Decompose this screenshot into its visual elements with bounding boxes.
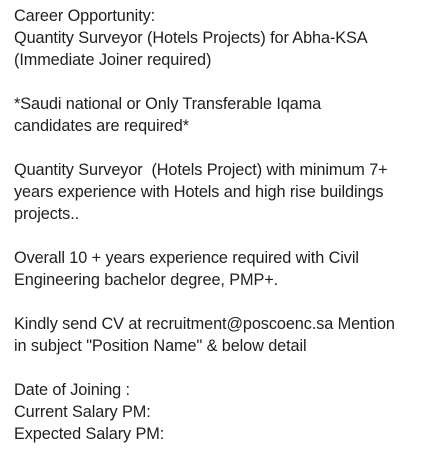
heading-line-2: Quantity Surveyor (Hotels Projects) for Abha-KSA	[14, 29, 368, 47]
education-block	[14, 247, 430, 291]
experience-line-1: Quantity Surveyor (Hotels Project) with minimum 7+	[14, 161, 388, 179]
heading-block	[14, 5, 430, 71]
experience-line-2: years experience with Hotels and high rise buildings	[14, 183, 384, 201]
current-salary-label: Current Salary PM:	[14, 403, 151, 421]
paragraph-gap	[14, 225, 430, 247]
education-line-1: Overall 10 + years experience required with Civil	[14, 249, 359, 267]
heading-line-1: Career Opportunity:	[14, 7, 156, 25]
education-line-2: Engineering bachelor degree, PMP+.	[14, 271, 279, 289]
expected-salary-label: Expected Salary PM:	[14, 425, 165, 443]
eligibility-block	[14, 93, 430, 137]
paragraph-gap	[14, 291, 430, 313]
eligibility-line-2: candidates are required*	[14, 117, 190, 135]
date-of-joining-label: Date of Joining :	[14, 381, 130, 399]
paragraph-gap	[14, 71, 430, 93]
paragraph-gap	[14, 137, 430, 159]
heading-line-3: (Immediate Joiner required)	[14, 51, 212, 69]
apply-line-1: Kindly send CV at recruitment@poscoenc.sa Mention	[14, 315, 395, 333]
experience-line-3: projects..	[14, 205, 80, 223]
job-post-text	[14, 5, 430, 445]
experience-block	[14, 159, 430, 225]
details-block	[14, 379, 430, 445]
apply-block	[14, 313, 430, 357]
paragraph-gap	[14, 357, 430, 379]
apply-line-2: in subject "Position Name" & below detail	[14, 337, 307, 355]
eligibility-line-1: *Saudi national or Only Transferable Iqama	[14, 95, 322, 113]
